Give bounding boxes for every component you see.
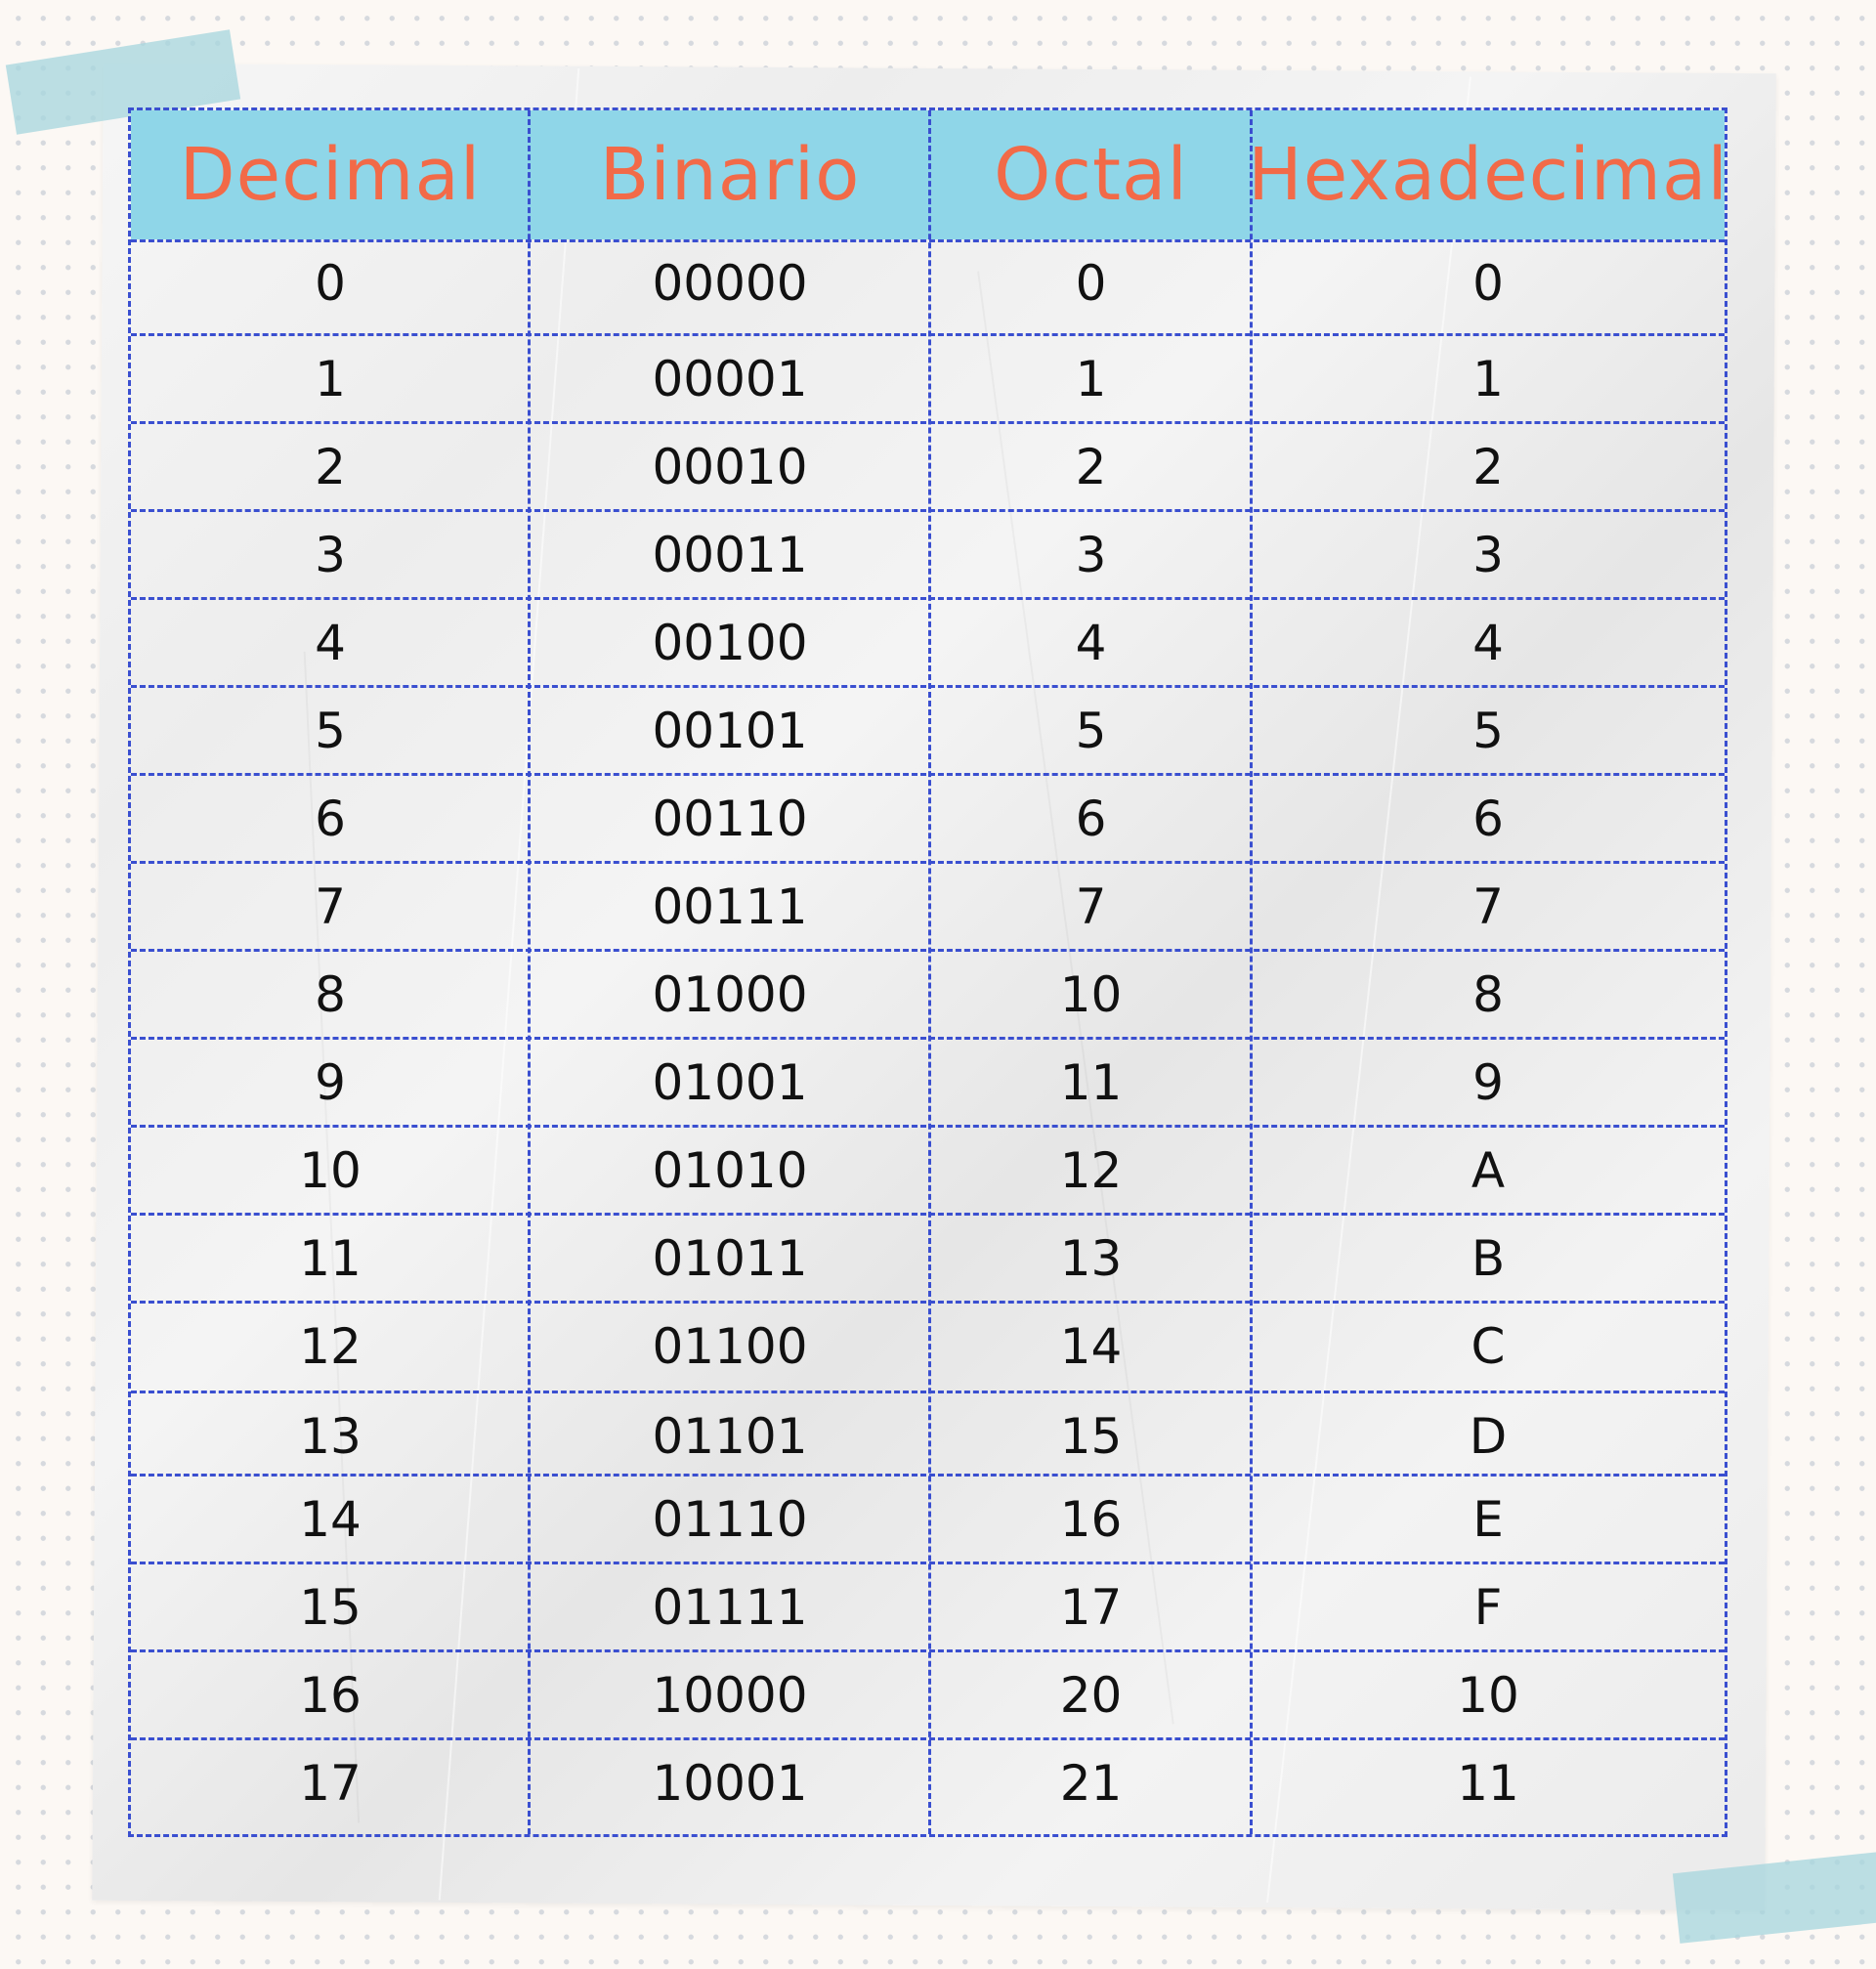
table-cell: 16 [1059,1491,1123,1548]
table-cell: 10001 [652,1755,808,1812]
table-cell: A [1471,1142,1506,1199]
table-cell: 01101 [652,1408,808,1465]
table-cell: 0 [1075,255,1107,312]
table-cell: 14 [299,1491,362,1548]
table-cell: 00000 [652,255,808,312]
table-cell: 16 [299,1667,362,1724]
table-cell: 0 [1472,255,1504,312]
table-cell: 8 [1472,966,1504,1023]
table-cell: E [1472,1491,1504,1548]
table-cell: 2 [315,439,346,495]
column-header-octal: Octal [994,133,1188,217]
table-cell: 3 [1075,527,1107,583]
table-cell: 00100 [652,615,808,671]
table-cell: 3 [315,527,346,583]
table-cell: 15 [299,1579,362,1636]
table-cell: 6 [1472,791,1504,847]
table-cell: 5 [315,703,346,759]
table-cell: 15 [1059,1408,1123,1465]
table-cell: 10 [1457,1667,1519,1724]
table-cell: 00010 [652,439,808,495]
table-cell: 4 [1472,615,1504,671]
table-cell: 6 [1075,791,1107,847]
table-cell: 5 [1472,703,1504,759]
table-cell: B [1471,1230,1506,1287]
table-cell: 11 [1457,1755,1519,1812]
table-cell: D [1469,1408,1508,1465]
table-cell: 6 [315,791,346,847]
table-cell: 01110 [652,1491,808,1548]
table-cell: 4 [315,615,346,671]
table-cell: 7 [1472,878,1504,935]
column-header-hexadecimal: Hexadecimal [1248,133,1728,217]
table-cell: 3 [1472,527,1504,583]
table-cell: 1 [1472,351,1504,407]
table-cell: 00011 [652,527,808,583]
table-cell: 1 [315,351,346,407]
table-cell: 00001 [652,351,808,407]
table-cell: 4 [1075,615,1107,671]
table-cell: 9 [1472,1054,1504,1111]
table-cell: 13 [299,1408,362,1465]
table-cell: 7 [315,878,346,935]
table-cell: F [1473,1579,1503,1636]
table-cell: 00110 [652,791,808,847]
number-conversion-table [128,107,1727,1837]
table-cell: 20 [1059,1667,1123,1724]
table-cell: 7 [1075,878,1107,935]
table-cell: 13 [1059,1230,1123,1287]
table-cell: 01001 [652,1054,808,1111]
column-header-binario: Binario [599,133,861,217]
table-cell: 10 [299,1142,362,1199]
table-cell: 14 [1059,1318,1123,1375]
table-cell: 12 [1059,1142,1123,1199]
table-cell: 01000 [652,966,808,1023]
table-cell: 11 [299,1230,362,1287]
table-cell: 01111 [652,1579,808,1636]
table-cell: 17 [1059,1579,1123,1636]
table-cell: 10 [1059,966,1123,1023]
table-cell: 17 [299,1755,362,1812]
table-cell: 10000 [652,1667,808,1724]
table-cell: 5 [1075,703,1107,759]
table-cell: 01010 [652,1142,808,1199]
table-cell: 8 [315,966,346,1023]
table-cell: 9 [315,1054,346,1111]
table-cell: 00111 [652,878,808,935]
table-cell: 00101 [652,703,808,759]
table-cell: 12 [299,1318,362,1375]
table-cell: 2 [1472,439,1504,495]
table-cell: 0 [315,255,346,312]
table-cell: 1 [1075,351,1107,407]
table-cell: 21 [1059,1755,1123,1812]
table-cell: C [1471,1318,1506,1375]
table-cell: 01011 [652,1230,808,1287]
column-header-decimal: Decimal [179,133,482,217]
table-cell: 01100 [652,1318,808,1375]
table-cell: 11 [1059,1054,1123,1111]
table-cell: 2 [1075,439,1107,495]
